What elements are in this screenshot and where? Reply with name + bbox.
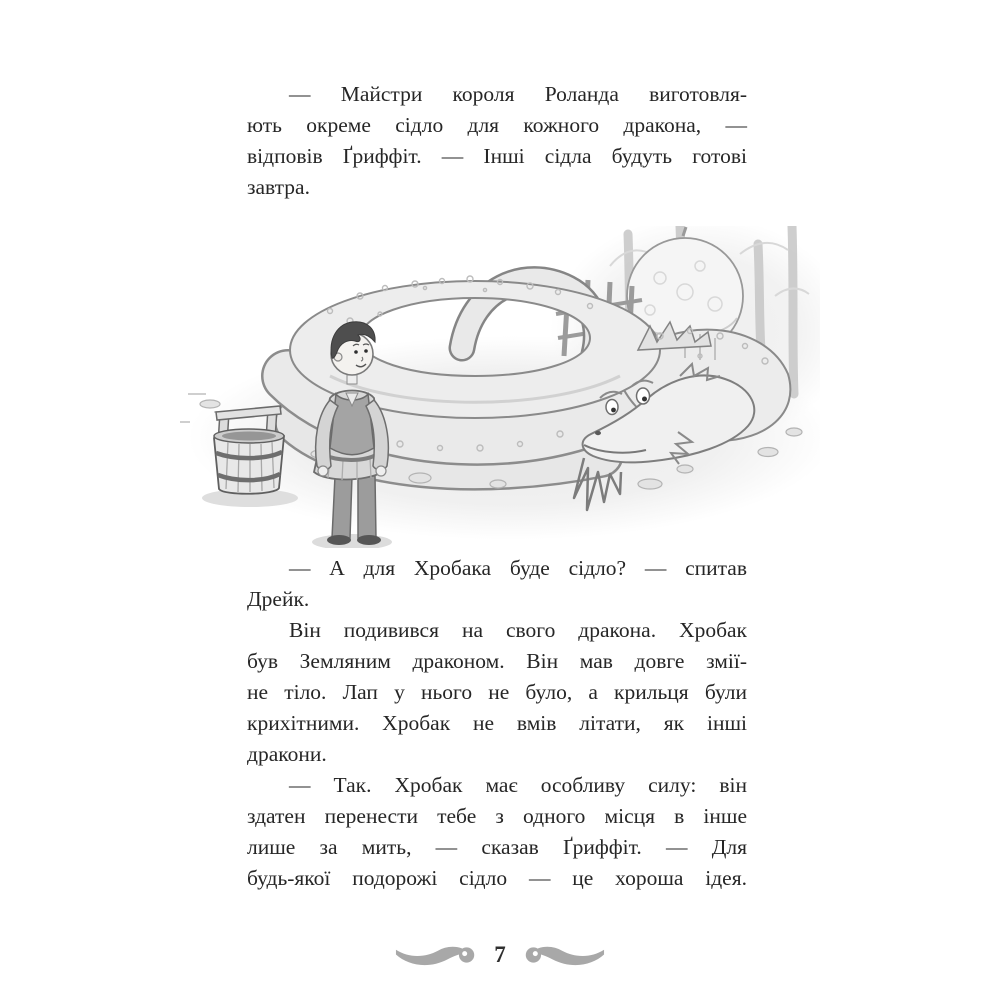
ornament-swirl-right-icon [521, 943, 605, 968]
text-line: будь-якої подорожі сідло — це хороша ідея. [247, 866, 747, 890]
illustration-boy-and-earth-dragon [180, 226, 820, 548]
text-line: лише за мить, — сказав Ґриффіт. — Для [247, 835, 747, 859]
text-line: — Так. Хробак має особливу силу: він [289, 773, 747, 797]
page-footer [0, 938, 1000, 972]
text-line: крихітними. Хробак не вмів літати, як інші [247, 711, 747, 735]
text-line: здатен перенести тебе з одного місця в інше [247, 804, 747, 828]
text-line: — А для Хробака буде сідло? — спитав [289, 556, 747, 580]
text-line: відповів Ґриффіт. — Інші сідла будуть готові [247, 144, 747, 168]
text-line: Він подивився на свого дракона. Хробак [289, 618, 747, 642]
paragraph-block-top [247, 79, 747, 203]
text-line: дракони. [247, 742, 327, 766]
text-line: ють окреме сідло для кожного дракона, — [247, 113, 747, 137]
text-line: завтра. [247, 175, 310, 199]
page-number: 7 [494, 941, 506, 967]
text-line: був Земляним драконом. Він мав довге змії- [247, 649, 747, 673]
paragraph-block-bottom [247, 553, 747, 894]
text-line: не тіло. Лап у нього не було, а крильця були [247, 680, 747, 704]
ornament-swirl-left-icon [395, 943, 479, 968]
text-line: Дрейк. [247, 587, 310, 611]
text-line: — Майстри короля Роланда виготовля- [289, 82, 747, 106]
